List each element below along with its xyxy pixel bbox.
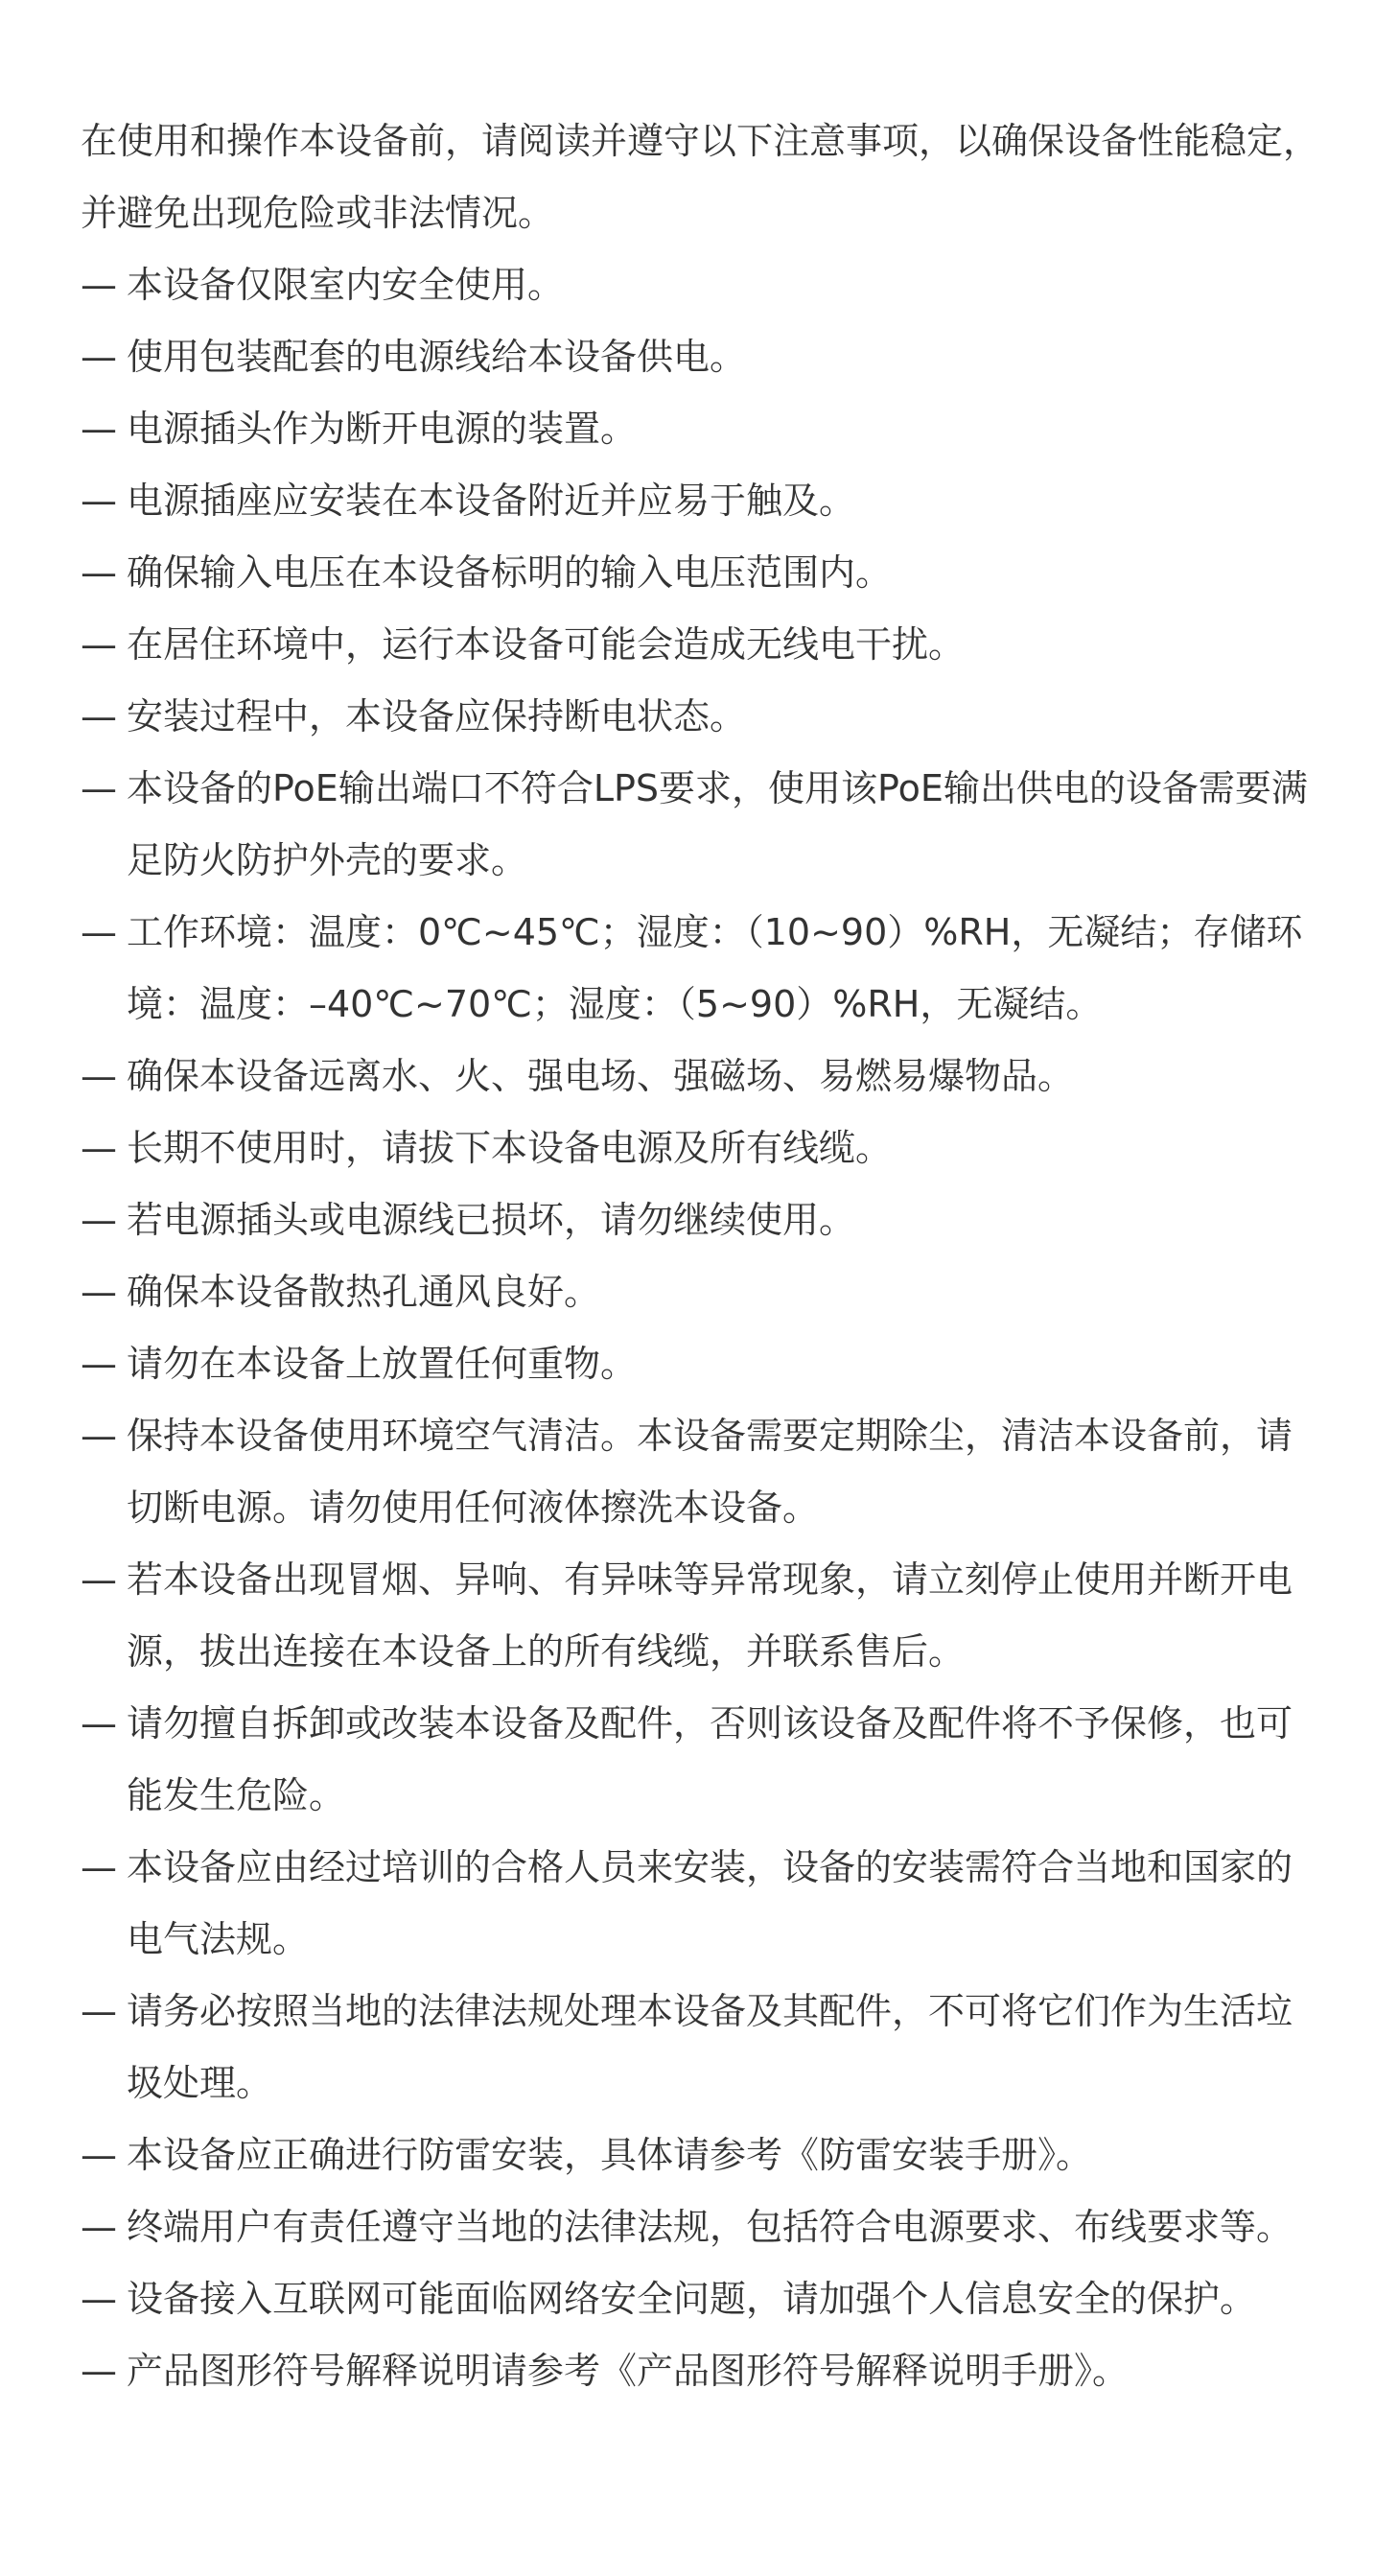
dash-bullet-icon: — <box>81 1702 117 1745</box>
list-item-text: 长期不使用时，请拔下本设备电源及所有线缆。 <box>127 1127 893 1169</box>
list-item-text: 若本设备出现冒烟、异响、有异味等异常现象，请立刻停止使用并断开电源，拔出连接在本设备上的所有线缆，并联系售后。 <box>127 1558 1293 1673</box>
list-item-text: 确保本设备远离水、火、强电场、强磁场、易燃易爆物品。 <box>127 1055 1075 1097</box>
list-item <box>81 1976 1327 2119</box>
dash-bullet-icon: — <box>81 1846 117 1888</box>
list-item <box>81 753 1327 897</box>
dash-bullet-icon: — <box>81 695 117 738</box>
list-item <box>81 2191 1327 2263</box>
list-item <box>81 1256 1327 1328</box>
dash-bullet-icon: — <box>81 336 117 378</box>
dash-bullet-icon: — <box>81 2350 117 2392</box>
safety-notice-document <box>81 105 1327 2407</box>
dash-bullet-icon: — <box>81 2278 117 2320</box>
dash-bullet-icon: — <box>81 480 117 522</box>
list-item-text: 在居住环境中，运行本设备可能会造成无线电干扰。 <box>127 623 966 666</box>
list-item <box>81 465 1327 537</box>
list-item-text: 本设备应由经过培训的合格人员来安装，设备的安装需符合当地和国家的电气法规。 <box>127 1846 1293 1960</box>
list-item <box>81 537 1327 609</box>
dash-bullet-icon: — <box>81 1199 117 1241</box>
list-item-text: 使用包装配套的电源线给本设备供电。 <box>127 336 747 378</box>
dash-bullet-icon: — <box>81 1558 117 1601</box>
dash-bullet-icon: — <box>81 1343 117 1385</box>
list-item <box>81 2119 1327 2191</box>
list-item <box>81 1041 1327 1112</box>
safety-precautions-list <box>81 249 1327 2407</box>
dash-bullet-icon: — <box>81 911 117 953</box>
list-item <box>81 393 1327 465</box>
list-item <box>81 1832 1327 1976</box>
list-item-text: 本设备仅限室内安全使用。 <box>127 264 565 306</box>
list-item <box>81 1328 1327 1400</box>
dash-bullet-icon: — <box>81 767 117 809</box>
list-item-text: 电源插头作为断开电源的装置。 <box>127 408 638 450</box>
dash-bullet-icon: — <box>81 1127 117 1169</box>
list-item-text: 本设备的PoE输出端口不符合LPS要求，使用该PoE输出供电的设备需要满足防火防护外壳的要求。 <box>127 767 1308 881</box>
list-item <box>81 1544 1327 1688</box>
list-item <box>81 2335 1327 2407</box>
list-item <box>81 897 1327 1041</box>
dash-bullet-icon: — <box>81 408 117 450</box>
dash-bullet-icon: — <box>81 623 117 666</box>
list-item <box>81 1688 1327 1832</box>
list-item-text: 确保本设备散热孔通风良好。 <box>127 1271 601 1313</box>
dash-bullet-icon: — <box>81 264 117 306</box>
dash-bullet-icon: — <box>81 2206 117 2248</box>
dash-bullet-icon: — <box>81 1415 117 1457</box>
intro-paragraph: 在使用和操作本设备前，请阅读并遵守以下注意事项，以确保设备性能稳定，并避免出现危险或非法情况。 <box>81 120 1320 234</box>
dash-bullet-icon: — <box>81 551 117 594</box>
list-item-text: 请勿擅自拆卸或改装本设备及配件，否则该设备及配件将不予保修，也可能发生危险。 <box>127 1702 1293 1816</box>
list-item-text: 工作环境：温度：0℃~45℃；湿度：（10~90）%RH，无凝结；存储环境：温度：–40℃~70℃；湿度：（5~90）%RH，无凝结。 <box>127 911 1303 1025</box>
list-item <box>81 1184 1327 1256</box>
list-item-text: 终端用户有责任遵守当地的法律法规，包括符合电源要求、布线要求等。 <box>127 2206 1293 2248</box>
list-item-text: 请务必按照当地的法律法规处理本设备及其配件，不可将它们作为生活垃圾处理。 <box>127 1990 1293 2104</box>
dash-bullet-icon: — <box>81 2134 117 2176</box>
list-item <box>81 681 1327 753</box>
list-item-text: 设备接入互联网可能面临网络安全问题，请加强个人信息安全的保护。 <box>127 2278 1257 2320</box>
list-item-text: 电源插座应安装在本设备附近并应易于触及。 <box>127 480 856 522</box>
list-item <box>81 2263 1327 2335</box>
list-item-text: 若电源插头或电源线已损坏，请勿继续使用。 <box>127 1199 856 1241</box>
list-item <box>81 321 1327 393</box>
list-item-text: 保持本设备使用环境空气清洁。本设备需要定期除尘，清洁本设备前，请切断电源。请勿使用任何液体擦洗本设备。 <box>127 1415 1293 1529</box>
list-item-text: 安装过程中，本设备应保持断电状态。 <box>127 695 747 738</box>
list-item-text: 产品图形符号解释说明请参考《产品图形符号解释说明手册》。 <box>127 2350 1130 2392</box>
list-item <box>81 609 1327 681</box>
list-item <box>81 1112 1327 1184</box>
list-item <box>81 1400 1327 1544</box>
dash-bullet-icon: — <box>81 1990 117 2032</box>
list-item <box>81 249 1327 321</box>
list-item-text: 请勿在本设备上放置任何重物。 <box>127 1343 638 1385</box>
list-item-text: 确保输入电压在本设备标明的输入电压范围内。 <box>127 551 893 594</box>
list-item-text: 本设备应正确进行防雷安装，具体请参考《防雷安装手册》。 <box>127 2134 1093 2176</box>
dash-bullet-icon: — <box>81 1271 117 1313</box>
dash-bullet-icon: — <box>81 1055 117 1097</box>
